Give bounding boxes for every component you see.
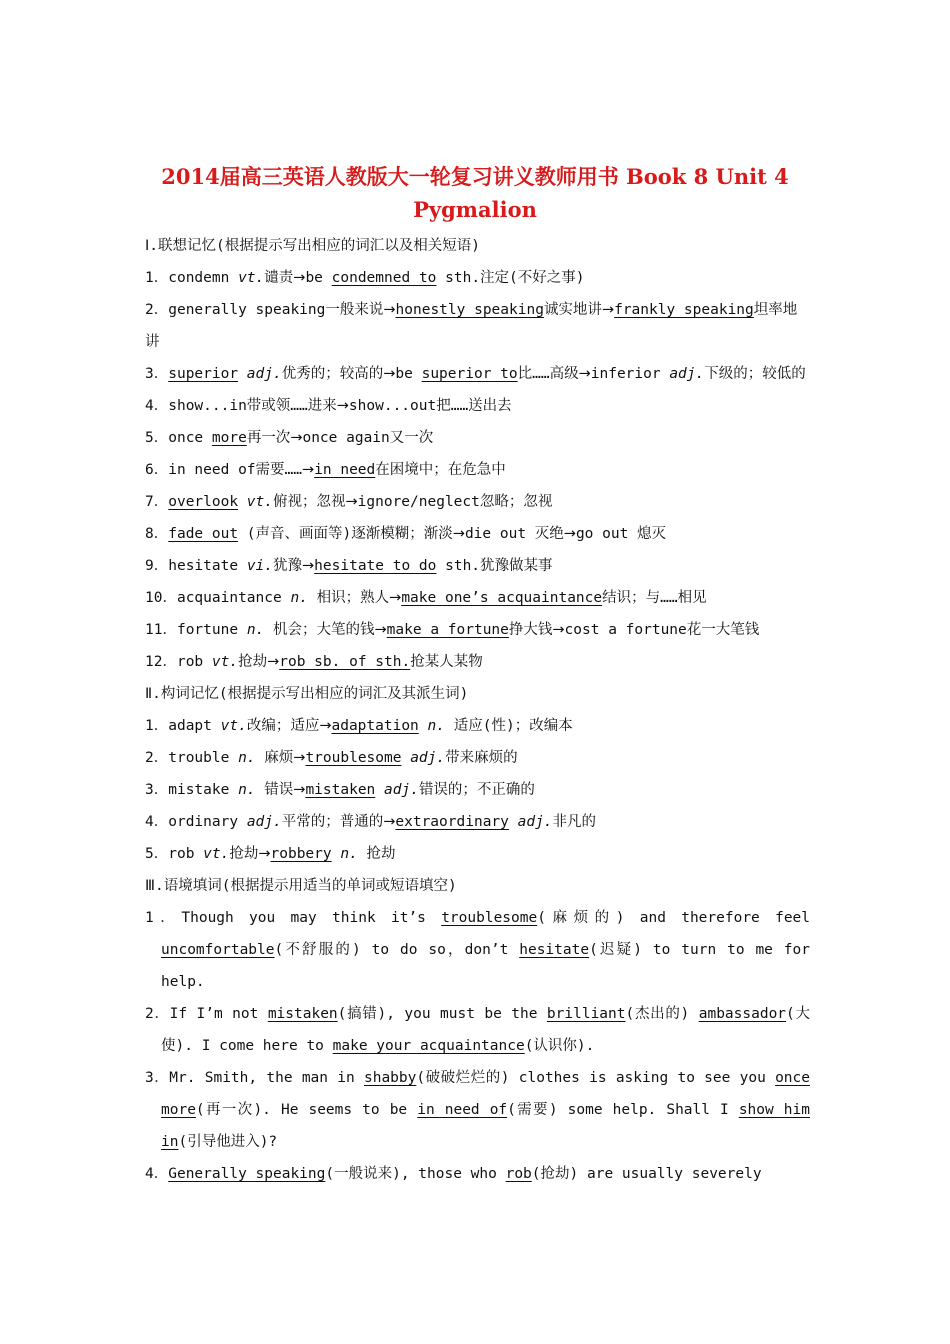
answer: robbery	[270, 846, 332, 862]
arrow-icon: →	[383, 302, 396, 318]
arrow-icon: →	[563, 526, 576, 542]
answer: rob sb. of sth.	[279, 654, 411, 670]
list-item: 3．superior adj.优秀的；较高的→be superior to比……高级→inferior adj.下级的；较低的	[145, 366, 806, 382]
answer: mistaken	[305, 782, 376, 798]
list-item: 5．once more再一次→once again又一次	[145, 430, 434, 446]
answer: shabby	[363, 1070, 417, 1086]
answer: Generally speaking	[168, 1166, 326, 1182]
arrow-icon: →	[319, 718, 332, 734]
answer: brilliant	[546, 1006, 626, 1022]
list-item: 7．overlook vt.俯视；忽视→ignore/neglect忽略；忽视	[145, 494, 553, 510]
answer: frankly speaking	[614, 302, 754, 318]
answer: mistaken	[267, 1006, 338, 1022]
section-1-heading: Ⅰ.联想记忆(根据提示写出相应的词汇以及相关短语)	[145, 238, 480, 254]
title-line-1: 2014届高三英语人教版大一轮复习讲义教师用书 Book 8 Unit 4	[161, 164, 789, 189]
list-item: 12．rob vt.抢劫→rob sb. of sth.抢某人某物	[145, 654, 483, 670]
list-item: 9．hesitate vi.犹豫→hesitate to do sth.犹豫做某事	[145, 558, 553, 574]
arrow-icon: →	[336, 398, 349, 414]
answer: troublesome	[441, 910, 538, 926]
list-item: 2．trouble n. 麻烦→troublesome adj.带来麻烦的	[145, 750, 518, 766]
arrow-icon: →	[302, 558, 315, 574]
answer: superior to	[421, 366, 518, 382]
arrow-icon: →	[601, 302, 615, 318]
answer: hesitate to do	[314, 558, 437, 574]
list-item: 1．condemn vt.谴责→be condemned to sth.注定(不好之事)	[145, 270, 585, 286]
question-1: 1．Though you may think it’s troublesome(麻烦的) and therefore feel uncomfortable(不舒服的) to do so，don’t hesitate(迟疑) to turn to me for help.	[145, 910, 811, 990]
answer: show him in	[161, 1102, 810, 1150]
answer: make a fortune	[386, 622, 509, 638]
answer: superior	[168, 366, 239, 382]
list-item: 2．generally speaking一般来说→honestly speaking诚实地讲→frankly speaking坦率地讲	[145, 302, 798, 350]
section-2-heading: Ⅱ.构词记忆(根据提示写出相应的词汇及其派生词)	[145, 686, 469, 702]
answer: once more	[161, 1070, 810, 1118]
answer: make one’s acquaintance	[401, 590, 603, 606]
answer: adaptation	[331, 718, 419, 734]
list-item: 10．acquaintance n. 相识；熟人→make one’s acquaintance结识；与……相见	[145, 590, 707, 606]
document-title	[120, 160, 830, 226]
answer: make your acquaintance	[332, 1038, 525, 1054]
answer: honestly speaking	[395, 302, 544, 318]
answer: in need of	[417, 1102, 508, 1118]
arrow-icon: →	[267, 654, 280, 670]
list-item: 1．adapt vt.改编；适应→adaptation n. 适应(性)；改编本	[145, 718, 573, 734]
answer: hesitate	[519, 942, 590, 958]
arrow-icon: →	[383, 366, 396, 382]
answer: troublesome	[305, 750, 402, 766]
answer: rob	[505, 1166, 532, 1182]
list-item: 4．ordinary adj.平常的；普通的→extraordinary adj.非凡的	[145, 814, 597, 830]
arrow-icon: →	[383, 814, 396, 830]
arrow-icon: →	[290, 430, 303, 446]
arrow-icon: →	[258, 846, 271, 862]
answer: uncomfortable	[161, 942, 275, 958]
list-item: 11．fortune n. 机会；大笔的钱→make a fortune挣大钱→cost a fortune花一大笔钱	[145, 622, 760, 638]
arrow-icon: →	[452, 526, 465, 542]
arrow-icon: →	[552, 622, 565, 638]
arrow-icon: →	[293, 750, 306, 766]
list-item: 3．mistake n. 错误→mistaken adj.错误的；不正确的	[145, 782, 535, 798]
answer: condemned to	[331, 270, 437, 286]
answer: extraordinary	[395, 814, 509, 830]
arrow-icon: →	[293, 270, 306, 286]
question-3: 3．Mr. Smith, the man in shabby(破破烂烂的) clothes is asking to see you once more(再一次). He seems to be in need of(需要) some help. Shall I show him in(引导他进入)?	[145, 1070, 810, 1150]
list-item: 8．fade out (声音、画面等)逐渐模糊；渐淡→die out 灭绝→go out 熄灭	[145, 526, 667, 542]
question-4: 4．Generally speaking(一般说来), those who rob(抢劫) are usually severely	[145, 1166, 762, 1182]
answer: more	[211, 430, 247, 446]
title-line-2: Pygmalion	[413, 197, 537, 222]
document-body	[145, 230, 810, 1190]
list-item: 5．rob vt.抢劫→robbery n. 抢劫	[145, 846, 396, 862]
arrow-icon: →	[389, 590, 402, 606]
answer: overlook	[168, 494, 239, 510]
question-2: 2．If I’m not mistaken(搞错), you must be the brilliant(杰出的) ambassador(大使). I come here to make your acquaintance(认识你).	[145, 1006, 810, 1054]
arrow-icon: →	[345, 494, 358, 510]
list-item: 6．in need of需要……→in need在困境中；在危急中	[145, 462, 506, 478]
arrow-icon: →	[374, 622, 387, 638]
answer: in need	[314, 462, 376, 478]
arrow-icon: →	[302, 462, 315, 478]
section-3-heading: Ⅲ.语境填词(根据提示用适当的单词或短语填空)	[145, 878, 457, 894]
arrow-icon: →	[293, 782, 306, 798]
list-item: 4．show...in带或领……进来→show...out把……送出去	[145, 398, 512, 414]
answer: ambassador	[698, 1006, 787, 1022]
answer: fade out	[168, 526, 239, 542]
arrow-icon: →	[578, 366, 591, 382]
